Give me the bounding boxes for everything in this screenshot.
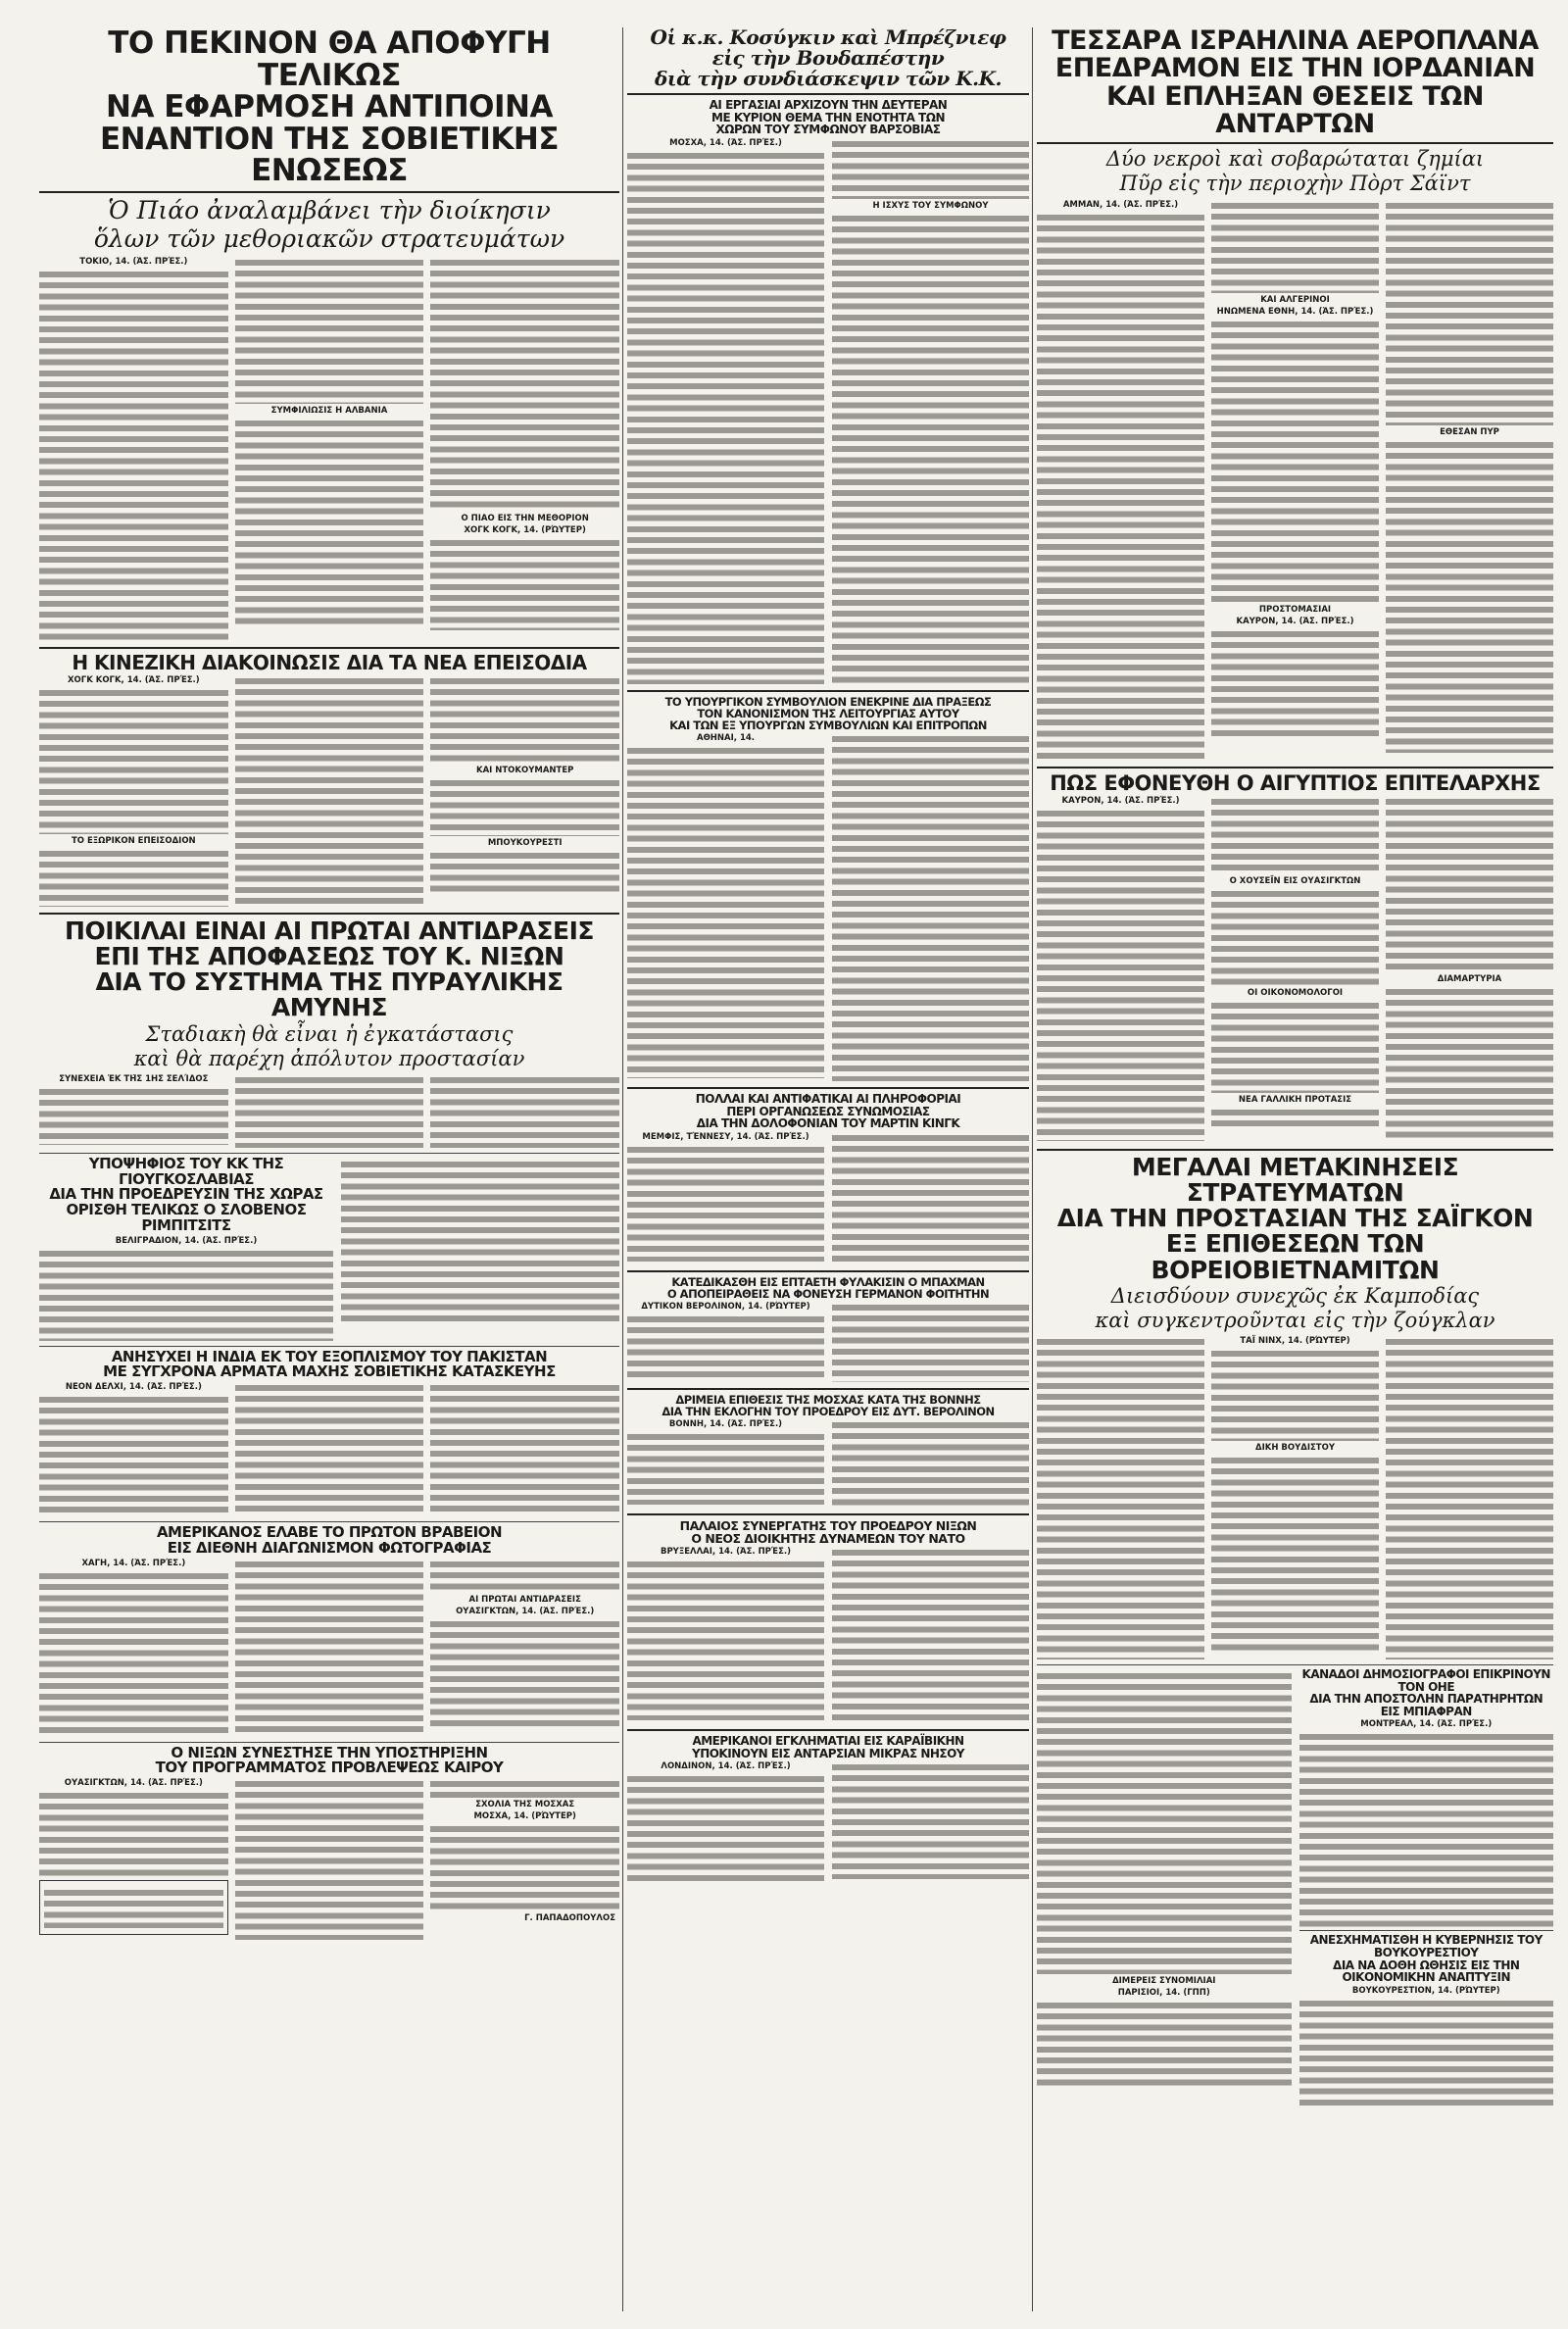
headline-line: ΑΝΗΣΥΧΕΙ Η ΙΝΔΙΑ ΕΚ ΤΟΥ ΕΞΟΠΛΙΣΜΟΥ ΤΟΥ ΠΑΚΙΣΤΑΝ [111,1347,548,1365]
headline-line: ΤΟΝ ΚΑΝΟΝΙΣΜΟΝ ΤΗΣ ΛΕΙΤΟΥΡΓΙΑΣ ΑΥΤΟΥ [697,706,959,720]
headline-line: Ο ΝΕΟΣ ΔΙΟΙΚΗΤΗΣ ΔΥΝΑΜΕΩΝ ΤΟΥ ΝΑΤΟ [691,1531,965,1547]
headline-line: ΚΑΝΑΔΟΙ ΔΗΜΟΣΙΟΓΡΑΦΟΙ ΕΠΙΚΡΙΝΟΥΝ ΤΟΝ ΟΗΕ [1301,1667,1550,1694]
divider [39,1742,619,1743]
article-caribbean [627,1735,1029,1883]
section-subhead: ΚΑΙ ΝΤΟΚΟΥΜΑΝΤΕΡ [475,765,574,775]
article-body [430,1559,619,1593]
headline-line: ΕΠΙ ΤΗΣ ΑΠΟΦΑΣΕΩΣ ΤΟΥ Κ. ΝΙΞΩΝ [94,941,564,970]
headline-line: ΕΝΑΝΤΙΟΝ ΤΗΣ ΣΟΒΙΕΤΙΚΗΣ ΕΝΩΣΕΩΣ [99,121,560,189]
dateline: ΠΑΡΙΣΙΟΙ, 14. (ΓΠΠ) [1117,1988,1210,1999]
dateline: ΗΝΩΜΕΝΑ ΕΘΝΗ, 14. (ἈΣ. ΠΡΈΣ.) [1216,306,1374,317]
article-body [430,1778,619,1798]
article-moscow-bonn [627,1394,1029,1510]
article-peking [39,27,619,643]
headline-line: ΜΕΓΑΛΑΙ ΜΕΤΑΚΙΝΗΣΕΙΣ ΣΤΡΑΤΕΥΜΑΤΩΝ [1131,1152,1459,1207]
dateline: ΝΕΟΝ ΔΕΛΧΙ, 14. (ἈΣ. ΠΡΈΣ.) [65,1382,202,1393]
headline: Η ΚΙΝΕΖΙΚΗ ΔΙΑΚΟΙΝΩΣΙΣ ΔΙΑ ΤΑ ΝΕΑ ΕΠΕΙΣΟΔΙΑ [72,650,587,674]
article-body [1386,439,1553,753]
article-body [1037,808,1204,1141]
article-body [39,848,228,907]
divider [627,1513,1029,1515]
subheadline: καὶ συγκεντροῦνται εἰς τὴν ζούγκλαν [1095,1308,1495,1332]
dateline: ΤΑΪ ΝΙΝΧ, 14. (ΡΏΥΤΕΡ) [1240,1336,1350,1347]
article-body [832,138,1029,199]
newspaper-page [39,27,1553,2311]
article-kosygin [627,27,1029,686]
section-subhead: ΠΡΟΣΤΟΜΑΣΙΑΙ [1258,604,1332,615]
headline-line: ΑΜΕΡΙΚΑΝΟΣ ΕΛΑΒΕ ΤΟ ΠΡΩΤΟΝ ΒΡΑΒΕΙΟΝ [156,1523,503,1542]
column-middle [627,27,1029,2311]
article-body [1386,986,1553,1143]
subheadline: ὅλων τῶν μεθοριακῶν στρατευμάτων [93,224,565,254]
article-body [1211,1107,1379,1128]
divider [627,1087,1029,1089]
headline-line: ΠΟΙΚΙΛΑΙ ΕΙΝΑΙ ΑΙ ΠΡΩΤΑΙ ΑΝΤΙΔΡΑΣΕΙΣ [65,916,594,945]
article-body [627,150,824,684]
deck-line: ΧΩΡΩΝ ΤΟΥ ΣΥΜΦΩΝΟΥ ΒΑΡΣΟΒΙΑΣ [715,123,941,137]
divider [1037,142,1553,144]
article-body [235,1382,424,1514]
article-canadian-journalists [1299,1668,1554,1927]
section-subhead: ΟΙ ΟΙΚΟΝΟΜΟΛΟΓΟΙ [1247,987,1344,998]
section-subhead: ΝΕΑ ΓΑΛΛΙΚΗ ΠΡΟΤΑΣΙΣ [1238,1094,1352,1105]
section-subhead: ΜΠΟΥΚΟΥΡΕΣΤΙ [487,837,563,848]
headline-line: ΑΜΕΡΙΚΑΝΟΙ ΕΓΚΛΗΜΑΤΙΑΙ ΕΙΣ ΚΑΡΑΪΒΙΚΗΝ [692,1734,964,1749]
divider [39,191,619,193]
section-subhead: Ο ΠΙΑΟ ΕΙΣ ΤΗΝ ΜΕΘΟΡΙΟΝ [461,513,589,523]
divider [39,1521,619,1522]
subheadline: Διεισδύουν συνεχῶς ἐκ Καμποδίας [1110,1283,1480,1308]
continuation-note: ΣΥΝΕΧΕΙΑ ἘΚ ΤΗ͂Σ 1ΗΣ ΣΕΛΊΔΟΣ [59,1073,209,1084]
article-weather-program [39,1743,619,1943]
divider [627,93,1029,95]
article-nato-commander [627,1519,1029,1725]
headline-line: ΥΠΟΚΙΝΟΥΝ ΕΙΣ ΑΝΤΑΡΣΙΑΝ ΜΙΚΡΑΣ ΝΗΣΟΥ [692,1746,964,1760]
headline-line: ΚΑΤΕΔΙΚΑΣΘΗ ΕΙΣ ΕΠΤΑΕΤΗ ΦΥΛΑΚΙΣΙΝ Ο ΜΠΑΧΜΑΝ [671,1274,985,1289]
article-body [1299,1998,1554,2106]
article-body [39,269,228,641]
article-body [1211,1455,1379,1651]
dateline: ΛΟΝΔΙΝΟΝ, 14. (ἈΣ. ΠΡΈΣ.) [661,1761,791,1772]
article-body [1037,1336,1204,1660]
divider [627,1388,1029,1390]
article-body [1386,1336,1553,1660]
article-body [1211,888,1379,986]
article-body [832,1761,1029,1879]
article-body [627,745,824,1078]
section-subhead: ΤΟ ΕΞΩΡΙΚΟΝ ΕΠΕΙΣΟΔΙΟΝ [72,835,196,846]
article-body [1211,200,1379,293]
headline-line: ΥΠΟΨΗΦΙΟΣ ΤΟΥ ΚΚ ΤΗΣ ΓΙΟΥΓΚΟΣΛΑΒΙΑΣ [88,1154,284,1188]
article-body [430,1074,619,1148]
section-subhead: Ο ΧΟΥΣΕΪΝ ΕΙΣ ΟΥΑΣΙΓΚΤΩΝ [1229,875,1361,886]
section-subhead: ΚΑΙ ΑΛΓΕΡΙΝΟΙ [1260,294,1330,305]
article-body [39,687,228,834]
article-photo-award [39,1525,619,1739]
dateline: ΜΟΣΧΑ, 14. (ἈΣ. ΠΡΈΣ.) [669,137,782,148]
article-body [832,1419,1029,1508]
dateline: ΒΕΛΙΓΡΑΔΙΟΝ, 14. (ἈΣ. ΠΡΈΣ.) [115,1235,258,1246]
article-body [235,675,424,906]
headline-line: ΔΙΑ ΤΗΝ ΑΠΟΣΤΟΛΗΝ ΠΑΡΑΤΗΡΗΤΩΝ ΕΙΣ ΜΠΙΑΦΡΑΝ [1309,1692,1544,1718]
headline-line: Ο ΑΠΟΠΕΙΡΑΘΕΙΣ ΝΑ ΦΟΝΕΥΣΗ ΓΕΡΜΑΝΟΝ ΦΟΙΤΗΤΗΝ [666,1286,990,1301]
headline-line: ΕΙΣ ΔΙΕΘΝΗ ΔΙΑΓΩΝΙΣΜΟΝ ΦΩΤΟΓΡΑΦΙΑΣ [167,1538,492,1557]
article-body [39,1394,228,1516]
dateline: ΑΘΗΝΑΙ, 14. [696,732,756,743]
headline-line: ΔΡΙΜΕΙΑ ΕΠΙΘΕΣΙΣ ΤΗΣ ΜΟΣΧΑΣ ΚΑΤΑ ΤΗΣ ΒΟΝΝΗΣ [675,1392,981,1407]
article-body [430,850,619,894]
article-chinese-announcement [39,650,619,909]
article-body [430,537,619,630]
dateline: ΧΟΓΚ ΚΟΓΚ, 14. (ἈΣ. ΠΡΈΣ.) [68,674,200,685]
boxed-notice [39,1880,228,1935]
divider [627,690,1029,692]
divider [1037,1149,1553,1151]
section-subhead: Η ΙΣΧΥΣ ΤΟΥ ΣΥΜΦΩΝΟΥ [872,200,989,211]
article-body [1299,1731,1554,1927]
article-body [832,1302,1029,1382]
subheadline: Ὁ Πιάο ἀναλαμβάνει τὴν διοίκησιν [108,195,551,224]
subheadline: Δύο νεκροὶ καὶ σοβαρώταται ζημίαι [1105,147,1485,172]
article-body [627,1431,824,1505]
dateline: ΤΟΚΙΟ, 14. (ἈΣ. ΠΡΈΣ.) [79,256,188,267]
headline-line: ΝΑ ΕΦΑΡΜΟΣΗ ΑΝΤΙΠΟΙΝΑ [106,89,553,125]
article-yugoslavia-cont [341,1157,619,1327]
section-subhead: ΑΙ ΠΡΩΤΑΙ ΑΝΤΙΔΡΑΣΕΙΣ [468,1594,581,1605]
headline-line: ΚΑΙ ΤΩΝ ΕΞ ΥΠΟΥΡΓΩΝ ΣΥΜΒΟΥΛΙΩΝ ΚΑΙ ΕΠΙΤΡΟΠΩΝ [669,718,987,732]
article-king [627,1093,1029,1266]
section-subhead: ΕΘΕΣΑΝ ΠΥΡ [1440,426,1499,437]
dateline: ΧΟΓΚ ΚΟΓΚ, 14. (ΡΏΥΤΕΡ) [464,524,586,535]
article-body [430,1618,619,1726]
dateline: ΚΑΥΡΟΝ, 14. (ἈΣ. ΠΡΈΣ.) [1061,795,1180,806]
article-body [1037,1670,1292,1974]
headline-line: ΔΙΑ ΝΑ ΔΟΘΗ ΩΘΗΣΙΣ ΕΙΣ ΤΗΝ ΟΙΚΟΝΟΜΙΚΗΝ ΑΝΑΠΤΥΞΙΝ [1333,1957,1520,1985]
article-body [832,1132,1029,1264]
article-body [341,1159,619,1325]
article-body [430,675,619,764]
divider [1037,767,1553,768]
article-body [235,1778,424,1940]
subheadline: καὶ θὰ παρέχη ἀπόλυτον προστασίαν [133,1046,525,1070]
article-body [627,1559,824,1720]
article-india-pakistan [39,1347,619,1519]
dateline: ΒΟΝΝΗ, 14. (ἈΣ. ΠΡΈΣ.) [668,1419,783,1429]
article-body [39,1790,228,1878]
divider [39,647,619,649]
headline-line: ΕΞ ΕΠΙΘΕΣΕΩΝ ΤΩΝ ΒΟΡΕΙΟΒΙΕΤΝΑΜΙΤΩΝ [1151,1229,1440,1284]
headline-line: Οἱ κ.κ. Κοσύγκιν καὶ Μπρέζνιεφ [650,27,1006,49]
headline-line: ΔΙΑ ΤΗΝ ΠΡΟΣΤΑΣΙΑΝ ΤΗΣ ΣΑΪΓΚΟΝ [1056,1204,1534,1233]
article-nixon-missiles [39,918,619,1150]
article-body [430,777,619,836]
column-divider [1032,27,1033,2311]
article-body [235,418,424,628]
divider [627,1270,1029,1272]
divider [39,1346,619,1347]
headline-line: ΤΟ ΠΕΚΙΝΟΝ ΘΑ ΑΠΟΦΥΓΗ ΤΕΛΙΚΩΣ [108,27,551,93]
article-body [1211,1348,1379,1441]
article-body [627,1773,824,1881]
dateline: ΚΑΥΡΟΝ, 14. (ἈΣ. ΠΡΈΣ.) [1236,616,1354,626]
article-body [235,257,424,404]
dateline: ΔΥΤΙΚΟΝ ΒΕΡΟΛΙΝΟΝ, 14. (ΡΏΥΤΕΡ) [641,1301,810,1312]
article-body [832,733,1029,1081]
dateline: ΒΡΥΞΕΛΛΑΙ, 14. (ἈΣ. ΠΡΈΣ.) [660,1547,792,1558]
section-subhead: ΣΥΜΦΙΛΙΩΣΙΣ Η ΑΛΒΑΝΙΑ [270,405,388,416]
column-left [39,27,619,2311]
headline-line: ΠΟΛΛΑΙ ΚΑΙ ΑΝΤΙΦΑΤΙΚΑΙ ΑΙ ΠΛΗΡΟΦΟΡΙΑΙ [695,1091,961,1106]
divider [1299,1930,1554,1931]
headline-line: ΔΙΑ ΤΗΝ ΕΚΛΟΓΗΝ ΤΟΥ ΠΡΟΕΔΡΟΥ ΕΙΣ ΔΥΤ. ΒΕΡΟΛΙΝΟΝ [662,1404,995,1418]
deck-line: ΑΙ ΕΡΓΑΣΙΑΙ ΑΡΧΙΖΟΥΝ ΤΗΝ ΔΕΥΤΕΡΑΝ [709,98,948,112]
headline-line: Ο ΝΙΞΩΝ ΣΥΝΕΣΤΗΣΕ ΤΗΝ ΥΠΟΣΤΗΡΙΞΗΝ [171,1743,488,1761]
headline: ΠΩΣ ΕΦΟΝΕΥΘΗ Ο ΑΙΓΥΠΤΙΟΣ ΕΠΙΤΕΛΑΡΧΗΣ [1050,770,1541,795]
article-body [39,1248,333,1341]
headline-line: ΔΙΑ ΤΗΝ ΠΡΟΕΔΡΕΥΣΙΝ ΤΗΣ ΧΩΡΑΣ [49,1185,323,1204]
article-body [39,1570,228,1737]
article-body [1211,1000,1379,1093]
article-body [1037,2000,1292,2088]
divider [627,1729,1029,1731]
article-body [1211,628,1379,736]
headline-line: ΠΕΡΙ ΟΡΓΑΝΩΣΕΩΣ ΣΥΝΩΜΟΣΙΑΣ [726,1104,930,1118]
headline-line: ΤΟ ΥΠΟΥΡΓΙΚΟΝ ΣΥΜΒΟΥΛΙΟΝ ΕΝΕΚΡΙΝΕ ΔΙΑ ΠΡΑΞΕΩΣ [664,694,992,709]
article-egyptian-chief [1037,772,1553,1145]
article-body [1386,200,1553,425]
dateline: ΟΥΑΣΙΓΚΤΩΝ, 14. (ἈΣ. ΠΡΈΣ.) [456,1606,595,1616]
headline-line: διὰ τὴν συνδιάσκεψιν τῶν Κ.Κ. [655,67,1002,90]
dateline: ΟΥΑΣΙΓΚΤΩΝ, 14. (ἈΣ. ΠΡΈΣ.) [64,1778,203,1789]
headline-line: εἰς τὴν Βουδαπέστην [711,46,945,70]
article-bachmann [627,1276,1029,1384]
article-body [235,1074,424,1148]
article-israeli-jets [1037,27,1553,763]
deck-line: ΜΕ ΚΥΡΙΟΝ ΘΕΜΑ ΤΗΝ ΕΝΟΤΗΤΑ ΤΩΝ [711,110,945,124]
article-body [832,213,1029,683]
headline-line: ΕΠΕΔΡΑΜΟΝ ΕΙΣ ΤΗΝ ΙΟΡΔΑΝΙΑΝ [1054,53,1536,84]
divider [39,913,619,915]
headline-line: ΤΟΥ ΠΡΟΓΡΑΜΜΑΤΟΣ ΠΡΟΒΛΕΨΕΩΣ ΚΑΙΡΟΥ [155,1759,504,1777]
dateline: ΧΑΓΗ, 14. (ἈΣ. ΠΡΈΣ.) [81,1558,186,1568]
column-divider [622,27,623,2311]
article-cabinet [627,696,1029,1083]
article-body [832,1547,1029,1723]
subheadline: Πῦρ εἰς τὴν περιοχὴν Πὸρτ Σάϊντ [1119,172,1471,196]
column-right [1037,27,1553,2311]
headline-line: ΜΕ ΣΥΓΧΡΟΝΑ ΑΡΜΑΤΑ ΜΑΧΗΣ ΣΟΒΙΕΤΙΚΗΣ ΚΑΤΑΣΚΕΥΗΣ [103,1363,556,1381]
section-subhead: ΔΙΜΕΡΕΙΣ ΣΥΝΟΜΙΛΙΑΙ [1112,1976,1216,1987]
article-bucharest [1299,1934,1554,2105]
section-subhead: ΔΙΚΗ ΒΟΥΔΙΣΤΟΥ [1255,1443,1335,1454]
headline-line: ΔΙΑ ΤΟ ΣΥΣΤΗΜΑ ΤΗΣ ΠΥΡΑΥΛΙΚΗΣ ΑΜΥΝΗΣ [95,967,564,1022]
article-saigon [1037,1152,1553,1661]
dateline: ΜΟΝΤΡΕΑΛ, 14. (ἈΣ. ΠΡΈΣ.) [1360,1719,1493,1730]
divider [39,1153,619,1154]
dateline: ΜΟΣΧΑ, 14. (ΡΏΥΤΕΡ) [473,1811,576,1822]
article-body [1211,319,1379,603]
headline-line: ΚΑΙ ΕΠΛΗΞΑΝ ΘΕΣΕΙΣ ΤΩΝ ΑΝΤΑΡΤΩΝ [1106,80,1484,140]
author-signature: Γ. ΠΑΠΑΔΟΠΟΥΛΟΣ [524,1913,616,1924]
dateline: ΜΕΜΦΙΣ, ΤΈΝΝΕΣΥ, 14. (ἈΣ. ΠΡΈΣ.) [642,1131,809,1142]
article-body [430,257,619,512]
article-body [1037,212,1204,761]
article-body [430,1823,619,1911]
article-body [627,1144,824,1262]
article-body [39,1086,228,1145]
headline-line: ΤΕΣΣΑΡΑ ΙΣΡΑΗΛΙΝΑ ΑΕΡΟΠΛΑΝΑ [1052,27,1539,56]
dateline: ΑΜΜΑΝ, 14. (ἈΣ. ΠΡΈΣ.) [1062,199,1179,210]
headline-line: ΟΡΙΣΘΗ ΤΕΛΙΚΩΣ Ο ΣΛΟΒΕΝΟΣ ΡΙΜΠΙΤΣΙΤΣ [66,1201,307,1234]
subheadline: Σταδιακὴ θὰ εἶναι ἡ ἐγκατάστασις [145,1021,514,1046]
headline-line: ΔΙΑ ΤΗΝ ΔΟΛΟΦΟΝΙΑΝ ΤΟΥ ΜΑΡΤΙΝ ΚΙΝΓΚ [696,1116,960,1131]
article-yugoslavia [39,1154,333,1343]
article-body [430,1382,619,1514]
article-body [235,1559,424,1735]
article-body [1211,796,1379,874]
section-subhead: ΣΧΟΛΙΑ ΤΗΣ ΜΟΣΧΑΣ [475,1800,575,1810]
headline-line: ΠΑΛΑΙΟΣ ΣΥΝΕΡΓΑΤΗΣ ΤΟΥ ΠΡΟΕΔΡΟΥ ΝΙΞΩΝ [679,1518,977,1533]
divider [1037,1664,1553,1665]
section-subhead: ΔΙΑΜΑΡΤΥΡΙΑ [1437,973,1502,984]
headline-line: ΑΝΕΣΧΗΜΑΤΙΣΘΗ Η ΚΥΒΕΡΝΗΣΙΣ ΤΟΥ ΒΟΥΚΟΥΡΕΣΤΙΟΥ [1309,1933,1543,1960]
dateline: ΒΟΥΚΟΥΡΕΣΤΙΟΝ, 14. (ΡΏΥΤΕΡ) [1351,1985,1500,1996]
article-body [627,1313,824,1380]
article-body [1386,796,1553,972]
